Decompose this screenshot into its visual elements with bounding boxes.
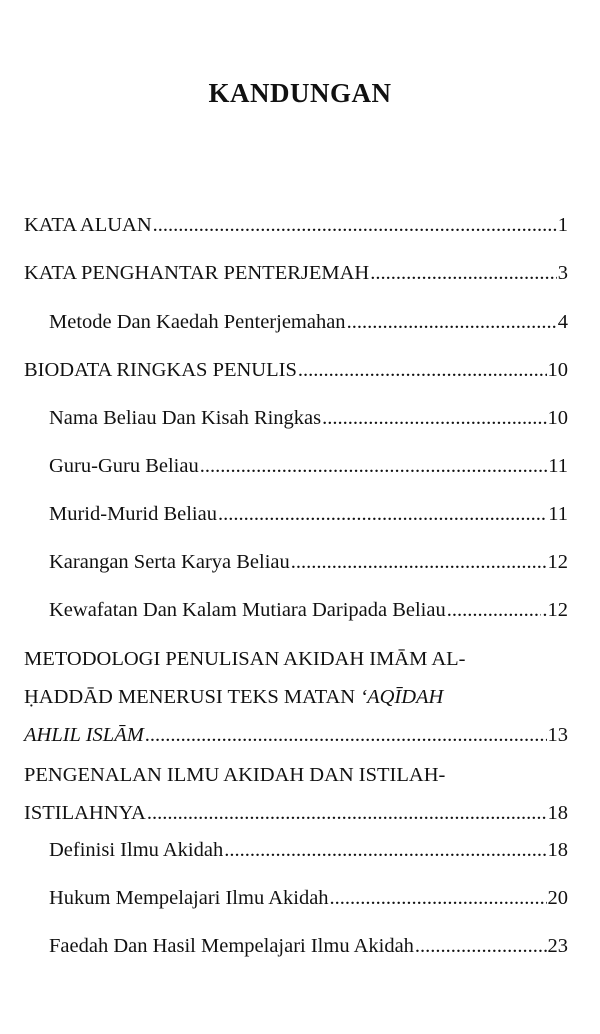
toc-entry-label-line-2 — [24, 678, 568, 716]
toc-page-number: 11 — [548, 503, 568, 525]
toc-page-number: 4 — [557, 311, 568, 333]
toc-entry-label: Nama Beliau Dan Kisah Ringkas — [49, 407, 322, 429]
toc-entry-biodata[interactable] — [24, 351, 568, 389]
toc-entry-label-italic: ‘AQĪDAH — [360, 686, 444, 708]
toc-page-number: 18 — [547, 802, 568, 824]
toc-entry-label-line-3: AHLIL ISLĀM — [24, 724, 144, 746]
toc-page-number: 20 — [547, 887, 568, 909]
dot-leader — [447, 591, 542, 629]
toc-entry-hukum[interactable] — [49, 879, 568, 917]
dot-leader — [330, 879, 547, 917]
toc-entry-guru-guru[interactable] — [49, 447, 568, 485]
toc-entry-label: KATA ALUAN — [24, 214, 152, 236]
toc-entry-label: Guru-Guru Beliau — [49, 455, 199, 477]
toc-entry-pengenalan[interactable] — [24, 756, 568, 832]
toc-page-number: 11 — [548, 455, 568, 477]
toc-entry-label-line-2: ISTILAHNYA — [24, 802, 146, 824]
dot-leader — [415, 927, 547, 965]
dot-leader — [200, 447, 548, 485]
toc-entry-metodologi[interactable] — [24, 640, 568, 754]
toc-entry-kewafatan[interactable] — [49, 591, 568, 629]
toc-page-number: 12 — [547, 551, 568, 573]
toc-entry-label: Metode Dan Kaedah Penterjemahan — [49, 311, 346, 333]
dot-leader — [322, 399, 546, 437]
dot-leader — [224, 831, 546, 869]
toc-entry-label: Definisi Ilmu Akidah — [49, 839, 224, 861]
toc-page-number: 3 — [557, 262, 568, 284]
dot-leader — [347, 303, 557, 341]
toc-entry-label-roman: ḤADDĀD MENERUSI TEKS MATAN — [24, 686, 361, 708]
dot-leader — [291, 543, 547, 581]
toc-page-number: 13 — [547, 724, 568, 746]
toc-entry-label-line-1: METODOLOGI PENULISAN AKIDAH IMĀM AL- — [24, 648, 466, 670]
toc-page-number: 10 — [547, 407, 568, 429]
toc-page-number: .12 — [542, 599, 568, 621]
toc-entry-label: BIODATA RINGKAS PENULIS — [24, 359, 297, 381]
dot-leader — [147, 794, 547, 832]
toc-page-number: 18 — [547, 839, 568, 861]
toc-entry-faedah[interactable] — [49, 927, 568, 965]
dot-leader — [298, 351, 547, 389]
dot-leader — [370, 254, 557, 292]
toc-entry-label: Kewafatan Dan Kalam Mutiara Daripada Beliau — [49, 599, 446, 621]
toc-page-number: 1 — [557, 214, 568, 236]
toc-entry-label-line-1: PENGENALAN ILMU AKIDAH DAN ISTILAH- — [24, 764, 446, 786]
toc-entry-label: KATA PENGHANTAR PENTERJEMAH — [24, 262, 370, 284]
page-title: KANDUNGAN — [208, 78, 392, 108]
toc-entry-label: Karangan Serta Karya Beliau — [49, 551, 290, 573]
toc-entry-metode[interactable] — [49, 303, 568, 341]
toc-entry-nama-beliau[interactable] — [49, 399, 568, 437]
toc-entry-label: Hukum Mempelajari Ilmu Akidah — [49, 887, 329, 909]
toc-page-number: 10 — [547, 359, 568, 381]
dot-leader — [145, 716, 547, 754]
toc-entry-murid-murid[interactable] — [49, 495, 568, 533]
toc-entry-kata-aluan[interactable] — [24, 206, 568, 244]
toc-entry-label: Faedah Dan Hasil Mempelajari Ilmu Akidah — [49, 935, 414, 957]
toc-page-number: 23 — [547, 935, 568, 957]
toc-entry-karangan[interactable] — [49, 543, 568, 581]
toc-entry-kata-penghantar[interactable] — [24, 254, 568, 292]
toc-entry-definisi[interactable] — [49, 831, 568, 869]
toc-entry-label: Murid-Murid Beliau — [49, 503, 217, 525]
dot-leader — [218, 495, 547, 533]
dot-leader — [153, 206, 557, 244]
